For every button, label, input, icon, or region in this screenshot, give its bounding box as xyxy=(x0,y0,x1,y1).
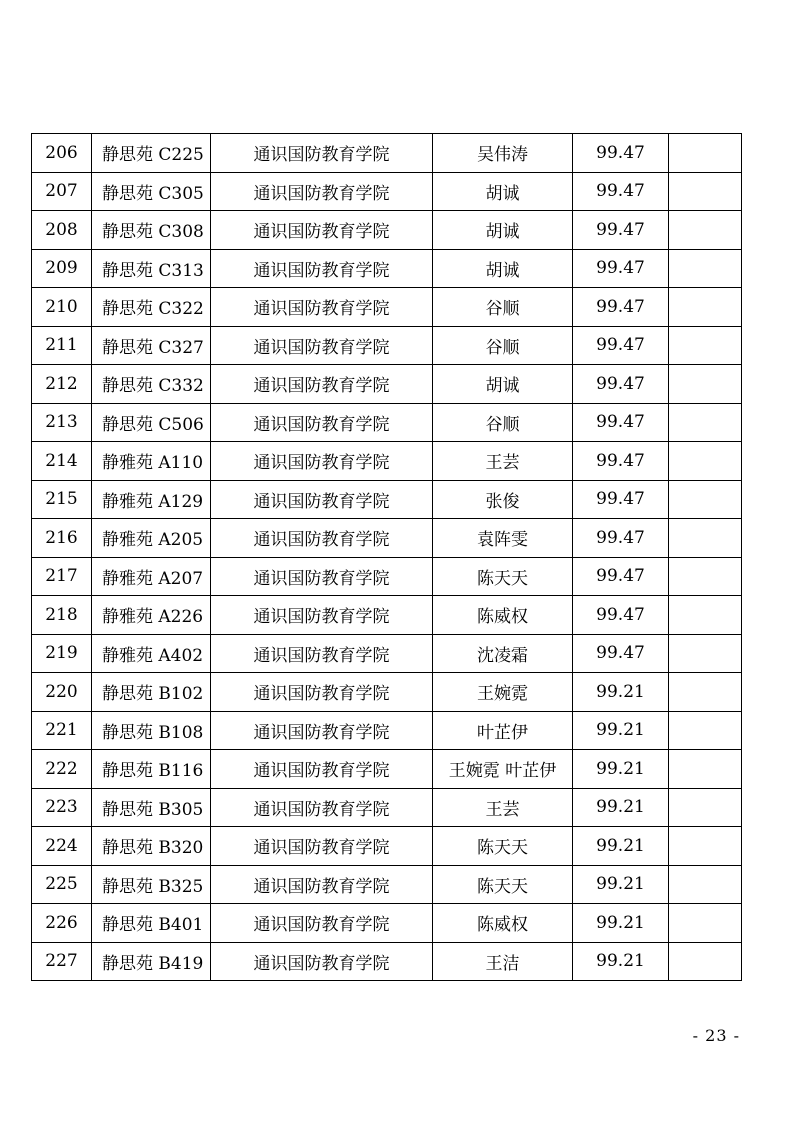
cell-college: 通识国防教育学院 xyxy=(211,326,433,365)
table-row xyxy=(32,211,742,250)
cell-tutor: 胡诚 xyxy=(433,211,573,250)
cell-score: 99.21 xyxy=(573,750,669,789)
cell-row-number: 206 xyxy=(32,134,92,173)
table-row xyxy=(32,365,742,404)
cell-score: 99.47 xyxy=(573,288,669,327)
cell-college: 通识国防教育学院 xyxy=(211,134,433,173)
cell-dormitory: 静雅苑 A226 xyxy=(92,596,211,635)
table-row xyxy=(32,942,742,981)
cell-score: 99.47 xyxy=(573,134,669,173)
cell-college: 通识国防教育学院 xyxy=(211,557,433,596)
cell-tutor: 袁阵雯 xyxy=(433,519,573,558)
cell-dormitory: 静思苑 B419 xyxy=(92,942,211,981)
cell-tutor: 张俊 xyxy=(433,480,573,519)
cell-row-number: 218 xyxy=(32,596,92,635)
cell-remark xyxy=(669,249,742,288)
cell-remark xyxy=(669,403,742,442)
cell-row-number: 207 xyxy=(32,172,92,211)
cell-row-number: 223 xyxy=(32,788,92,827)
cell-score: 99.21 xyxy=(573,711,669,750)
cell-college: 通识国防教育学院 xyxy=(211,172,433,211)
cell-college: 通识国防教育学院 xyxy=(211,403,433,442)
cell-row-number: 212 xyxy=(32,365,92,404)
cell-remark xyxy=(669,211,742,250)
cell-score: 99.47 xyxy=(573,249,669,288)
table-row xyxy=(32,750,742,789)
cell-tutor: 陈天天 xyxy=(433,827,573,866)
page-number: - 23 - xyxy=(692,1026,740,1045)
cell-college: 通识国防教育学院 xyxy=(211,750,433,789)
cell-tutor: 王婉霓 叶芷伊 xyxy=(433,750,573,789)
cell-row-number: 226 xyxy=(32,904,92,943)
cell-remark xyxy=(669,711,742,750)
cell-row-number: 221 xyxy=(32,711,92,750)
cell-remark xyxy=(669,519,742,558)
cell-row-number: 209 xyxy=(32,249,92,288)
cell-row-number: 214 xyxy=(32,442,92,481)
cell-college: 通识国防教育学院 xyxy=(211,865,433,904)
cell-dormitory: 静思苑 B325 xyxy=(92,865,211,904)
cell-dormitory: 静思苑 C332 xyxy=(92,365,211,404)
cell-score: 99.21 xyxy=(573,827,669,866)
cell-dormitory: 静思苑 C305 xyxy=(92,172,211,211)
cell-college: 通识国防教育学院 xyxy=(211,711,433,750)
cell-score: 99.21 xyxy=(573,904,669,943)
cell-college: 通识国防教育学院 xyxy=(211,942,433,981)
cell-college: 通识国防教育学院 xyxy=(211,288,433,327)
cell-college: 通识国防教育学院 xyxy=(211,519,433,558)
cell-score: 99.47 xyxy=(573,403,669,442)
cell-row-number: 215 xyxy=(32,480,92,519)
cell-score: 99.47 xyxy=(573,365,669,404)
cell-college: 通识国防教育学院 xyxy=(211,673,433,712)
cell-college: 通识国防教育学院 xyxy=(211,249,433,288)
cell-dormitory: 静思苑 B116 xyxy=(92,750,211,789)
cell-row-number: 224 xyxy=(32,827,92,866)
cell-row-number: 222 xyxy=(32,750,92,789)
cell-remark xyxy=(669,942,742,981)
table-row xyxy=(32,134,742,173)
cell-score: 99.47 xyxy=(573,172,669,211)
cell-college: 通识国防教育学院 xyxy=(211,442,433,481)
cell-remark xyxy=(669,288,742,327)
cell-college: 通识国防教育学院 xyxy=(211,634,433,673)
cell-remark xyxy=(669,480,742,519)
cell-row-number: 219 xyxy=(32,634,92,673)
cell-remark xyxy=(669,557,742,596)
cell-dormitory: 静思苑 B305 xyxy=(92,788,211,827)
table-row xyxy=(32,519,742,558)
table-row xyxy=(32,711,742,750)
cell-tutor: 胡诚 xyxy=(433,365,573,404)
cell-tutor: 胡诚 xyxy=(433,249,573,288)
cell-college: 通识国防教育学院 xyxy=(211,480,433,519)
cell-tutor: 王婉霓 xyxy=(433,673,573,712)
cell-dormitory: 静思苑 C313 xyxy=(92,249,211,288)
cell-tutor: 胡诚 xyxy=(433,172,573,211)
table-row xyxy=(32,634,742,673)
table-row xyxy=(32,403,742,442)
cell-tutor: 陈天天 xyxy=(433,865,573,904)
table-row xyxy=(32,326,742,365)
cell-college: 通识国防教育学院 xyxy=(211,904,433,943)
cell-tutor: 陈威权 xyxy=(433,904,573,943)
cell-row-number: 213 xyxy=(32,403,92,442)
cell-dormitory: 静思苑 C308 xyxy=(92,211,211,250)
cell-score: 99.47 xyxy=(573,211,669,250)
cell-tutor: 沈凌霜 xyxy=(433,634,573,673)
cell-dormitory: 静思苑 C327 xyxy=(92,326,211,365)
cell-row-number: 227 xyxy=(32,942,92,981)
cell-dormitory: 静思苑 B320 xyxy=(92,827,211,866)
cell-dormitory: 静雅苑 A129 xyxy=(92,480,211,519)
cell-college: 通识国防教育学院 xyxy=(211,596,433,635)
cell-college: 通识国防教育学院 xyxy=(211,827,433,866)
cell-tutor: 吴伟涛 xyxy=(433,134,573,173)
cell-row-number: 216 xyxy=(32,519,92,558)
table-row xyxy=(32,904,742,943)
cell-remark xyxy=(669,442,742,481)
cell-dormitory: 静思苑 C506 xyxy=(92,403,211,442)
cell-tutor: 谷顺 xyxy=(433,288,573,327)
cell-tutor: 叶芷伊 xyxy=(433,711,573,750)
cell-college: 通识国防教育学院 xyxy=(211,211,433,250)
cell-score: 99.21 xyxy=(573,673,669,712)
cell-score: 99.47 xyxy=(573,596,669,635)
cell-tutor: 谷顺 xyxy=(433,403,573,442)
cell-row-number: 208 xyxy=(32,211,92,250)
cell-row-number: 211 xyxy=(32,326,92,365)
cell-remark xyxy=(669,134,742,173)
cell-remark xyxy=(669,750,742,789)
table-row xyxy=(32,827,742,866)
cell-remark xyxy=(669,365,742,404)
cell-tutor: 陈威权 xyxy=(433,596,573,635)
cell-dormitory: 静思苑 B108 xyxy=(92,711,211,750)
cell-score: 99.47 xyxy=(573,557,669,596)
cell-tutor: 王芸 xyxy=(433,442,573,481)
cell-score: 99.21 xyxy=(573,788,669,827)
cell-score: 99.21 xyxy=(573,942,669,981)
cell-remark xyxy=(669,596,742,635)
cell-dormitory: 静思苑 C322 xyxy=(92,288,211,327)
cell-row-number: 225 xyxy=(32,865,92,904)
cell-college: 通识国防教育学院 xyxy=(211,788,433,827)
cell-score: 99.47 xyxy=(573,519,669,558)
table-body xyxy=(32,134,742,981)
table-row xyxy=(32,596,742,635)
table-row xyxy=(32,172,742,211)
table-row xyxy=(32,865,742,904)
table-row xyxy=(32,788,742,827)
cell-row-number: 217 xyxy=(32,557,92,596)
cell-remark xyxy=(669,904,742,943)
table-row xyxy=(32,288,742,327)
cell-dormitory: 静雅苑 A207 xyxy=(92,557,211,596)
table-row xyxy=(32,673,742,712)
cell-remark xyxy=(669,865,742,904)
cell-tutor: 王洁 xyxy=(433,942,573,981)
table-row xyxy=(32,480,742,519)
cell-remark xyxy=(669,326,742,365)
cell-dormitory: 静思苑 B102 xyxy=(92,673,211,712)
table-row xyxy=(32,249,742,288)
cell-tutor: 谷顺 xyxy=(433,326,573,365)
cell-remark xyxy=(669,172,742,211)
table-row xyxy=(32,557,742,596)
cell-remark xyxy=(669,788,742,827)
dormitory-score-table xyxy=(31,133,742,981)
cell-remark xyxy=(669,673,742,712)
cell-tutor: 王芸 xyxy=(433,788,573,827)
cell-score: 99.47 xyxy=(573,326,669,365)
cell-dormitory: 静思苑 B401 xyxy=(92,904,211,943)
cell-remark xyxy=(669,827,742,866)
cell-score: 99.21 xyxy=(573,865,669,904)
cell-remark xyxy=(669,634,742,673)
cell-tutor: 陈天天 xyxy=(433,557,573,596)
cell-row-number: 220 xyxy=(32,673,92,712)
cell-score: 99.47 xyxy=(573,480,669,519)
cell-dormitory: 静雅苑 A205 xyxy=(92,519,211,558)
cell-dormitory: 静雅苑 A110 xyxy=(92,442,211,481)
cell-row-number: 210 xyxy=(32,288,92,327)
cell-dormitory: 静雅苑 A402 xyxy=(92,634,211,673)
cell-score: 99.47 xyxy=(573,634,669,673)
cell-college: 通识国防教育学院 xyxy=(211,365,433,404)
table-row xyxy=(32,442,742,481)
cell-dormitory: 静思苑 C225 xyxy=(92,134,211,173)
cell-score: 99.47 xyxy=(573,442,669,481)
